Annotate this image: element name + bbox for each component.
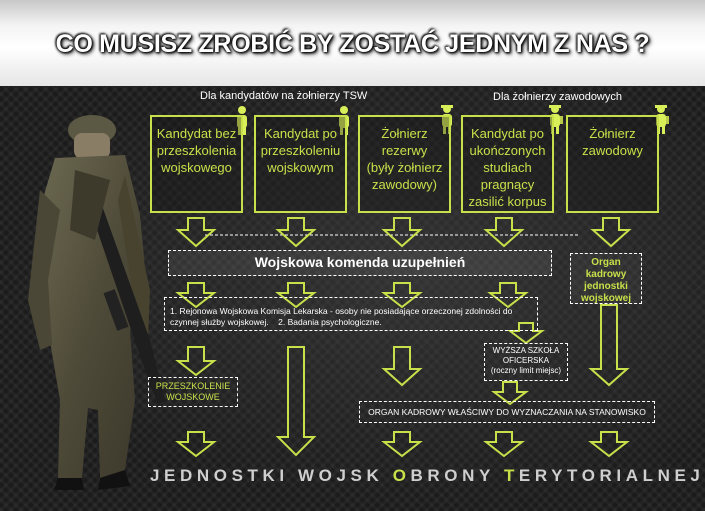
organ-jednostki-line-3: wojskowej	[580, 293, 631, 304]
candidate-5-line-1: Żołnierz	[589, 126, 636, 141]
przeszkolenie-line-2: WOJSKOWE	[166, 392, 220, 402]
candidate-1-line-1: Kandydat bez	[156, 126, 237, 141]
header-tsw: Dla kandydatów na żołnierzy TSW	[200, 90, 368, 102]
candidate-4-line-2: ukończonych	[469, 143, 546, 158]
candidate-2-line-3: wojskowym	[267, 160, 334, 175]
steps-text	[170, 306, 532, 328]
candidate-5-line-2: zawodowy	[582, 143, 643, 158]
candidate-2-line-2: przeszkoleniu	[260, 143, 341, 158]
przeszkolenie-box	[148, 377, 238, 407]
candidate-box-5	[566, 115, 659, 213]
candidate-4-line-3: studiach	[483, 160, 532, 175]
candidate-4-line-1: Kandydat po	[470, 126, 544, 141]
komenda-box: Wojskowa komenda uzupełnień	[168, 250, 552, 276]
candidate-box-1	[150, 115, 243, 213]
szkola-line-2: OFICERSKA	[502, 356, 550, 365]
szkola-line-1: WYŻSZA SZKOŁA	[492, 346, 560, 355]
soldier-image	[28, 115, 165, 490]
footer-part-3: ERYTORIALNEJ	[518, 466, 705, 485]
candidate-1-line-2: przeszkolenia	[156, 143, 237, 158]
footer-part-1: JEDNOSTKI WOJSK	[150, 466, 393, 485]
candidate-3-line-2: rezerwy	[381, 143, 428, 158]
candidate-box-3	[358, 115, 451, 213]
szkola-line-3: (roczny limit miejsc)	[490, 366, 562, 375]
steps-line-1: 1. Rejonowa Wojskowa Komisja Lekarska - osoby nie posiadające orzeczonej zdolności do	[170, 306, 513, 316]
candidate-3-line-1: Żołnierz	[381, 126, 428, 141]
candidate-4-line-5: zasilić korpus	[468, 194, 547, 209]
candidate-3-line-3: (były żołnierz	[366, 160, 443, 175]
footer-highlight-o: O	[392, 466, 411, 485]
footer-part-2: BRONY	[410, 466, 504, 485]
organ-jednostki-box	[570, 253, 642, 304]
organ-jednostki-line-1: Organ kadrowy	[585, 257, 627, 280]
organ-stanowisko-box: ORGAN KADROWY WŁAŚCIWY DO WYZNACZANIA NA STANOWISKO	[359, 401, 655, 423]
szkola-box	[484, 343, 568, 381]
footer-title	[150, 466, 705, 486]
candidate-box-4	[461, 115, 554, 213]
candidate-2-line-1: Kandydat po	[263, 126, 337, 141]
candidate-box-2	[254, 115, 347, 213]
page-title: CO MUSISZ ZROBIĆ BY ZOSTAĆ JEDNYM Z NAS ?	[55, 30, 650, 58]
steps-line-2: czynnej służby wojskowej. 2. Badania psychologiczne.	[170, 317, 382, 327]
organ-jednostki-line-2: jednostki	[584, 281, 628, 292]
candidate-3-line-4: zawodowy)	[371, 177, 438, 192]
header-zawodowi: Dla żołnierzy zawodowych	[493, 91, 622, 103]
candidate-1-line-3: wojskowego	[161, 160, 232, 175]
przeszkolenie-line-1: PRZESZKOLENIE	[155, 381, 231, 391]
candidate-4-line-4: pragnący	[480, 177, 535, 192]
footer-highlight-t: T	[503, 466, 519, 485]
